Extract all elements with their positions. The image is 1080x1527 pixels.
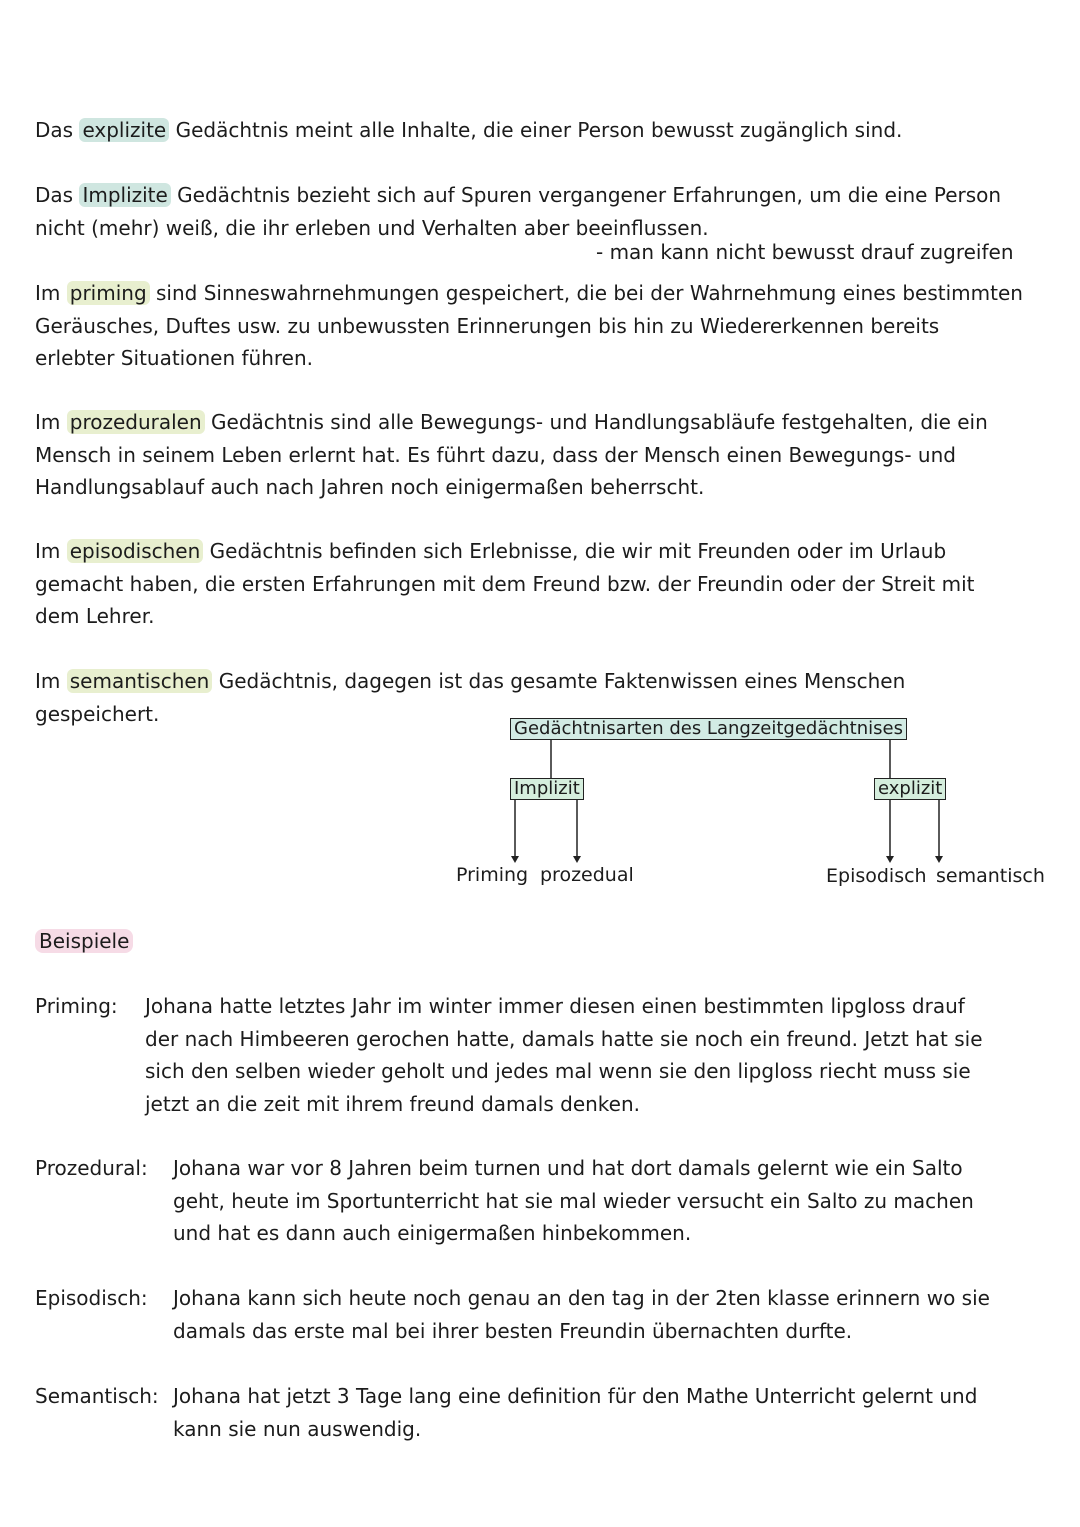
arrowhead-episodisch: [886, 856, 894, 863]
term-explizit: explizite: [79, 118, 169, 142]
example-label: Priming:: [35, 994, 118, 1018]
def-implizit: Das Implizite Gedächtnis bezieht sich auf Spuren vergangener Erfahrungen, um die eine Person nicht (mehr) weiß, die ihr erleben und Verhalten aber beeinflussen.: [35, 183, 1002, 240]
examples-heading: Beispiele: [35, 925, 1045, 958]
example-text: Johana kann sich heute noch genau an den tag in der 2ten klasse erinnern wo sie damals das erste mal bei ihrer besten Freundin übernachten durfte.: [173, 1286, 990, 1343]
example-episodisch: [35, 1282, 1045, 1352]
example-label: Episodisch:: [35, 1286, 148, 1310]
example-label: Semantisch:: [35, 1384, 159, 1408]
example-label: Prozedural:: [35, 1156, 148, 1180]
diagram-leaf-episodisch: Episodisch: [826, 865, 927, 887]
def-semantisch: Im semantischen Gedächtnis, dagegen ist das gesamte Faktenwissen eines Menschen gespeichert.: [35, 669, 906, 726]
term-prozedural: prozeduralen: [67, 410, 205, 434]
arrowhead-semantisch: [935, 856, 943, 863]
example-priming: [35, 990, 1045, 1125]
arrowhead-prozedual: [573, 856, 581, 863]
def-priming: Im priming sind Sinneswahrnehmungen gespeichert, die bei der Wahrnehmung eines bestimmten Geräusches, Duftes usw. zu unbewussten Erinnerungen bis hin zu Wiedererkennen bereits erlebter Situationen führen.: [35, 281, 1023, 370]
arrowhead-priming: [511, 856, 519, 863]
diagram-leaf-prozedual: prozedual: [540, 864, 634, 886]
term-semantisch: semantischen: [67, 669, 213, 693]
def-explizit: Das explizite Gedächtnis meint alle Inhalte, die einer Person bewusst zugänglich sind.: [35, 118, 903, 142]
def-prozedural: Im prozeduralen Gedächtnis sind alle Bewegungs- und Handlungsabläufe festgehalten, die ein Mensch in seinem Leben erlernt hat. Es führt dazu, dass der Mensch einen Bewegungs- und Handlungsablauf auch nach Jahren noch einigermaßen beherrscht.: [35, 410, 988, 499]
note-implizit: - man kann nicht bewusst drauf zugreifen: [596, 240, 1014, 264]
term-priming: priming: [67, 281, 150, 305]
diagram-root-node: Gedächtnisarten des Langzeitgedächtnises: [510, 718, 907, 740]
diagram-node-implizit: Implizit: [510, 778, 584, 800]
term-episodisch: episodischen: [67, 539, 204, 563]
diagram-node-explizit: explizit: [874, 778, 946, 800]
term-implizit: Implizite: [79, 183, 170, 207]
example-text: Johana war vor 8 Jahren beim turnen und hat dort damals gelernt wie ein Salto geht, heute im Sportunterricht hat sie mal wieder versucht ein Salto zu machen und hat es dann auch einigermaßen hinbekommen.: [173, 1156, 974, 1245]
example-text: Johana hatte letztes Jahr im winter immer diesen einen bestimmten lipgloss drauf der nach Himbeeren gerochen hatte, damals hatte sie noch ein freund. Jetzt hat sie sich den selben wieder geholt und jedes mal wenn sie den lipgloss riecht muss sie jetzt an die zeit mit ihrem freund damals denken.: [145, 994, 983, 1116]
def-episodisch: Im episodischen Gedächtnis befinden sich Erlebnisse, die wir mit Freunden oder im Urlaub gemacht haben, die ersten Erfahrungen mit dem Freund bzw. der Freundin oder der Streit mit dem Lehrer.: [35, 539, 975, 628]
memory-types-diagram: [440, 712, 1060, 902]
example-semantisch: [35, 1380, 1045, 1450]
diagram-leaf-semantisch: semantisch: [936, 865, 1045, 887]
diagram-leaf-priming: Priming: [456, 864, 529, 886]
example-prozedural: [35, 1152, 1045, 1252]
example-text: Johana hat jetzt 3 Tage lang eine definition für den Mathe Unterricht gelernt und kann sie nun auswendig.: [173, 1384, 978, 1441]
